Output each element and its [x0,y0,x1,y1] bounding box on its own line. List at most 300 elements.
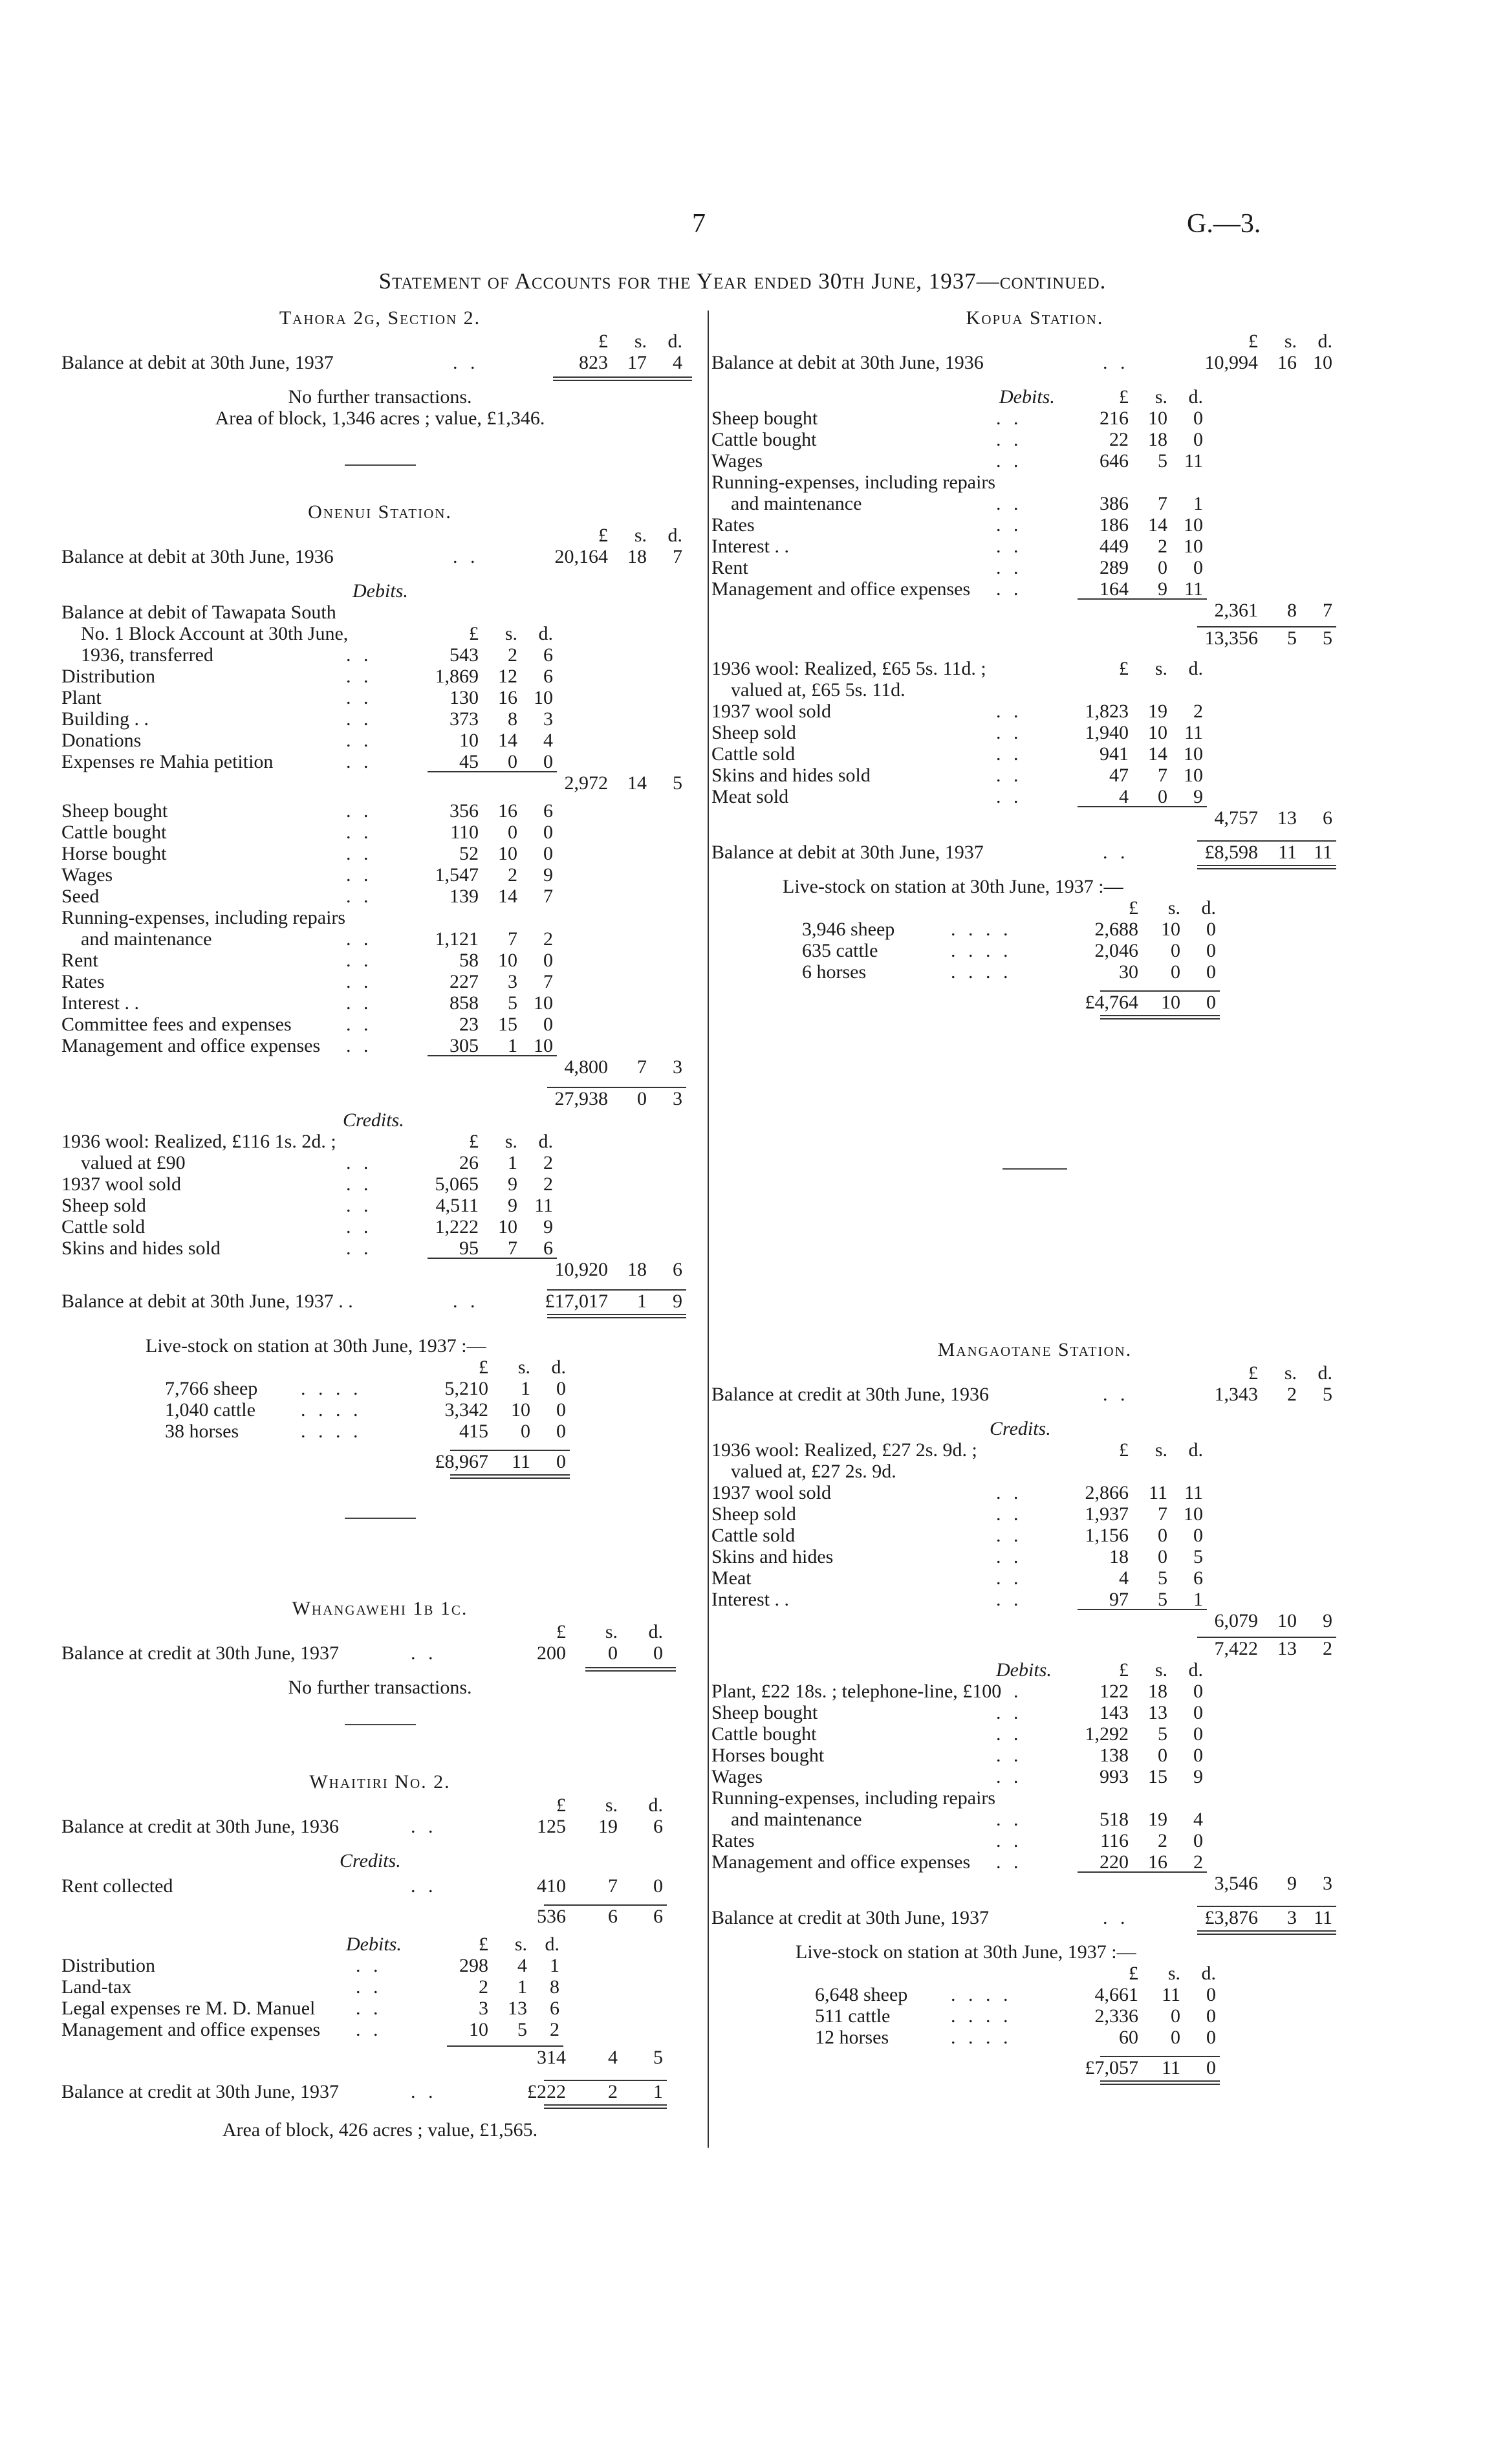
shillings-value: 0 [521,1421,530,1442]
shillings-value: 10 [511,1399,530,1421]
line-item [711,679,1358,701]
line-label: Donations [61,730,142,751]
pence-value: 0 [556,1378,566,1399]
line-item [61,864,699,886]
units-row [61,1794,699,1816]
line-label: 1,040 cattle [165,1399,255,1421]
leader-dots: . . [996,786,1023,807]
line-label: Cattle bought [711,429,817,450]
shillings-value: 0 [637,1088,647,1109]
pounds-value: 27,938 [554,1088,608,1109]
leader-dots: . . [996,1546,1023,1567]
credits-label: Credits. [340,1850,401,1871]
pounds-value: 60 [1119,2027,1138,2048]
line-item [711,536,1358,557]
document-reference: G.—3. [1187,209,1261,239]
credits-heading [61,1850,699,1871]
pence-value: 1 [653,2081,663,2102]
closing-balance-row [61,1291,699,1312]
pounds-value: 543 [450,644,479,666]
pence-value: 0 [1193,1830,1203,1851]
pounds-value: 186 [1100,514,1129,536]
line-label: Balance at credit at 30th June, 1937 [711,1907,990,1928]
line-item [711,1503,1358,1525]
line-label: Plant [61,687,102,708]
pence-value: 6 [543,1237,553,1259]
pounds-value: 4 [1119,786,1129,807]
line-label: Sheep sold [711,722,796,743]
livestock-heading [711,1941,1358,1963]
leader-dots: . . [996,1723,1023,1745]
line-label: 7,766 sheep [165,1378,258,1399]
line-label: Balance at debit at 30th June, 1937 [711,842,984,863]
pounds-value: £8,967 [435,1451,488,1472]
pence-value: d. [1188,658,1203,679]
pence-value: 0 [543,822,553,843]
pounds-value: 125 [537,1816,566,1837]
shillings-value: 9 [508,1195,517,1216]
shillings-value: 5 [1158,1723,1167,1745]
line-label: Sheep sold [711,1503,796,1525]
shillings-value: 2 [508,864,517,886]
line-label: Balance at credit at 30th June, 1937 [61,2081,340,2102]
shillings-value: 0 [1158,557,1167,578]
line-label: Cattle sold [61,1216,146,1237]
pounds-value: £4,764 [1085,992,1138,1013]
line-item [711,786,1358,807]
debits-list [61,1955,699,2040]
pounds-value: 2,688 [1094,919,1138,940]
pounds-value: 6,079 [1214,1610,1258,1631]
line-label: Expenses re Mahia petition [61,751,274,772]
line-label: Cattle bought [61,822,167,843]
line-label: Rates [711,514,755,536]
shillings-value: 7 [1158,765,1167,786]
line-label: 1937 wool sold [711,1482,832,1503]
pence-value: 7 [673,546,682,567]
leader-dots: . . [346,687,373,708]
leader-dots: . . [996,1745,1023,1766]
closing-balance-row [61,352,699,373]
opening-balance-row [711,1384,1358,1405]
line-item [711,1723,1358,1745]
line-item [711,1525,1358,1546]
pence-value: 0 [1206,1984,1216,2005]
shillings-value: 16 [1277,352,1297,373]
line-item [711,450,1358,472]
shillings-value: 5 [1287,627,1297,649]
pounds-value: 4,661 [1094,1984,1138,2005]
line-item [711,1702,1358,1723]
line-label: Balance at credit at 30th June, 1937 [61,1642,340,1664]
shillings-value: s. [517,1357,530,1378]
pence-value: d. [648,1621,663,1642]
page-number: 7 [692,209,706,239]
credits-heading [711,1418,1358,1439]
pounds-value: 122 [1100,1681,1129,1702]
shillings-value: 13 [1277,1638,1297,1659]
shillings-value: 2 [1158,1830,1167,1851]
pence-value: 0 [556,1451,566,1472]
line-label: Skins and hides sold [711,765,871,786]
total-rule [1197,626,1336,627]
shillings-value: 19 [1148,1809,1167,1830]
double-rule [1197,1930,1336,1935]
line-label: Seed [61,886,100,907]
pence-value: 10 [534,992,553,1014]
line-item [711,1766,1358,1787]
line-item [61,2019,699,2040]
pence-value: 0 [1206,2005,1216,2027]
shillings-value: s. [634,331,647,352]
pounds-value: £17,017 [545,1291,608,1312]
pence-value: 6 [550,1998,559,2019]
leader-dots: . . [356,2019,382,2040]
pounds-value: 26 [459,1152,479,1173]
credits-list [711,1439,1358,1610]
shillings-value: 14 [498,886,517,907]
pounds-value: 2,046 [1094,940,1138,961]
pounds-value: 1,292 [1085,1723,1129,1745]
shillings-value: 0 [1158,786,1167,807]
line-item [711,2005,1358,2027]
shillings-value: 7 [508,1237,517,1259]
debits-total-row [711,1873,1358,1894]
line-label: Management and office expenses [61,2019,321,2040]
shillings-value: 13 [1148,1702,1167,1723]
section-title: Whangawehi 1b 1c. [292,1598,468,1619]
shillings-value: 0 [508,822,517,843]
line-item [61,644,699,666]
pounds-value: 216 [1100,408,1129,429]
line-label: Running-expenses, including repairs [61,907,346,928]
leader-dots: . . [996,1830,1023,1851]
pence-value: 7 [543,971,553,992]
pounds-value: 386 [1100,493,1129,514]
pounds-value: £ [1119,1439,1129,1461]
line-item [61,1152,699,1173]
pounds-value: 298 [459,1955,488,1976]
livestock-total-row [711,2057,1358,2078]
line-label: Running-expenses, including repairs [711,472,996,493]
pence-value: 7 [543,886,553,907]
pence-value: 6 [673,1259,682,1280]
shillings-value: 1 [508,1035,517,1056]
shillings-value: s. [1284,1362,1297,1384]
pence-value: 10 [1184,1503,1203,1525]
pence-value: 11 [534,1195,553,1216]
line-item [711,701,1358,722]
shillings-value: 10 [1148,722,1167,743]
pence-value: 3 [673,1056,682,1078]
shillings-value: 0 [1171,940,1180,961]
pounds-value: 518 [1100,1809,1129,1830]
shillings-value: 5 [1158,1589,1167,1610]
shillings-value: 5 [508,992,517,1014]
pounds-value: £ [556,1621,566,1642]
line-item [61,1421,699,1442]
shillings-value: 11 [1149,1482,1167,1503]
units-row [711,1362,1358,1384]
line-item [711,1461,1358,1482]
line-label: Cattle sold [711,743,796,765]
leader-dots: . . [996,1567,1023,1589]
pounds-value: 449 [1100,536,1129,557]
pounds-value: £ [1129,897,1138,919]
pounds-value: 1,547 [435,864,479,886]
line-item [61,992,699,1014]
credits-label: Credits. [343,1109,404,1131]
line-label: and maintenance [81,928,212,950]
line-label: 1937 wool sold [711,701,832,722]
total-rule [447,2045,563,2047]
pence-value: 5 [653,2047,663,2068]
livestock-head: Live-stock on station at 30th June, 1937 :— [146,1335,486,1357]
line-label: 635 cattle [802,940,878,961]
line-item [711,578,1358,600]
line-item [61,1976,699,1998]
line-label: Skins and hides [711,1546,834,1567]
livestock-head: Live-stock on station at 30th June, 1937 :— [783,876,1123,897]
line-label: Balance at debit at 30th June, 1936 [61,546,334,567]
livestock-units-row [711,1963,1358,1984]
pence-value: 9 [1193,1766,1203,1787]
leader-dots: . . [996,1589,1023,1610]
shillings-value: 18 [627,546,647,567]
livestock-total-row [711,992,1358,1013]
shillings-value: 6 [608,1906,618,1927]
line-label: Rates [711,1830,755,1851]
line-item [61,1131,699,1152]
line-item [711,722,1358,743]
shillings-value: 0 [1171,2005,1180,2027]
pounds-value: £ [479,1934,488,1955]
pounds-value: 220 [1100,1851,1129,1873]
total-rule [428,1055,557,1056]
line-label: Sheep bought [711,408,818,429]
mangaotane-section [711,1339,1358,2078]
pence-value: d. [1188,1659,1203,1681]
pounds-value: 10,994 [1204,352,1258,373]
shillings-value: s. [1154,1659,1167,1681]
line-label: valued at, £27 2s. 9d. [731,1461,896,1482]
livestock-list [711,1984,1358,2048]
shillings-value: 1 [508,1152,517,1173]
shillings-value: 0 [1158,1546,1167,1567]
pence-value: 1 [550,1955,559,1976]
leader-dots: . . . . [951,1984,1012,2005]
leader-dots: . . [996,429,1023,450]
pence-value: 0 [653,1642,663,1664]
line-item [61,666,699,687]
pence-value: 6 [1193,1567,1203,1589]
line-item [711,2027,1358,2048]
leader-dots: . . [346,1216,373,1237]
shillings-value: 10 [1161,992,1180,1013]
line-item [711,1787,1358,1809]
pence-value: 5 [673,772,682,794]
shillings-value: 7 [1158,1503,1167,1525]
units-row [711,331,1358,352]
pence-value: 7 [1323,600,1332,621]
line-item [711,658,1358,679]
closing-balance-row [61,2081,699,2102]
debits-heading-row [61,1934,699,1955]
pounds-value: 143 [1100,1702,1129,1723]
pounds-value: 45 [459,751,479,772]
opening-balance-row [61,1816,699,1837]
line-item [711,1984,1358,2005]
pounds-value: £ [598,331,608,352]
shillings-value: 18 [1148,429,1167,450]
line-item [61,1035,699,1056]
line-label: Balance at debit at 30th June, 1937 [61,352,334,373]
line-label: Horse bought [61,843,167,864]
total-rule [1197,1906,1336,1907]
pounds-value: £ [598,525,608,546]
leader-dots: . . . . [951,2005,1012,2027]
livestock-list [61,1378,699,1442]
pence-value: 0 [1193,1681,1203,1702]
pence-value: 1 [1193,1589,1203,1610]
shillings-value: 0 [508,751,517,772]
line-label: 3,946 sheep [802,919,895,940]
total-rule [428,771,557,772]
line-item [711,472,1358,493]
pounds-value: 227 [450,971,479,992]
pounds-value: 130 [450,687,479,708]
pence-value: 3 [543,708,553,730]
pounds-value: £ [556,1794,566,1816]
debits-list [711,408,1358,600]
pence-value: 2 [550,2019,559,2040]
line-label: 511 cattle [815,2005,891,2027]
shillings-value: 11 [512,1451,530,1472]
group2-total-row [61,1056,699,1078]
shillings-value: 0 [608,1642,618,1664]
pounds-value: £ [479,1357,488,1378]
whaitiri-section [61,1771,699,2141]
leader-dots: . . [996,450,1023,472]
line-label: Management and office expenses [711,1851,971,1873]
pence-value: 0 [1193,1702,1203,1723]
pounds-value: 1,156 [1085,1525,1129,1546]
leader-dots: . . [346,971,373,992]
pounds-value: 5,065 [435,1173,479,1195]
shillings-value: 10 [1277,1610,1297,1631]
double-rule [547,1314,686,1318]
leader-dots: . . [346,928,373,950]
leader-dots: . . [346,843,373,864]
livestock-list [711,919,1358,983]
line-item [61,800,699,822]
pence-value: 0 [1193,1745,1203,1766]
pence-value: 10 [1313,352,1332,373]
pounds-value: 23 [459,1014,479,1035]
total-rule [1078,1871,1207,1873]
units-row [61,331,699,352]
leader-dots: . . [1103,352,1129,373]
line-item [711,514,1358,536]
pounds-value: 3,546 [1214,1873,1258,1894]
pence-value: 6 [1323,807,1332,829]
total-rule [547,1087,686,1088]
line-item [61,886,699,907]
leader-dots: . . [996,514,1023,536]
pounds-value: 356 [450,800,479,822]
leader-dots: . . . . [951,919,1012,940]
total-rule [1100,2056,1220,2057]
pounds-value: 4 [1119,1567,1129,1589]
total-rule [547,1289,686,1291]
shillings-value: 0 [1158,1525,1167,1546]
shillings-value: 9 [1158,578,1167,600]
pence-value: 0 [1193,1723,1203,1745]
shillings-value: 0 [1158,1745,1167,1766]
leader-dots: . . [346,1014,373,1035]
line-item [711,1439,1358,1461]
total-rule [1100,990,1220,992]
pounds-value: 2,972 [564,772,608,794]
leader-dots: . . [996,1766,1023,1787]
shillings-value: 1 [517,1976,527,1998]
pence-value: 9 [543,1216,553,1237]
credits-total-row [711,807,1358,829]
section-title: Onenui Station. [308,501,452,523]
leader-dots: . . [411,2081,437,2102]
line-label: Rent collected [61,1875,173,1897]
line-label: Balance at debit at 30th June, 1937 . . [61,1291,353,1312]
line-item [711,493,1358,514]
leader-dots: . . [996,1525,1023,1546]
line-label: Sheep bought [61,800,168,822]
pounds-value: 4,757 [1214,807,1258,829]
leader-dots: . . [346,822,373,843]
line-label: Wages [61,864,113,886]
shillings-value: 0 [1171,961,1180,983]
shillings-value: 1 [521,1378,530,1399]
debits-heading-row [711,1659,1358,1681]
note-area: Area of block, 1,346 acres ; value, £1,346. [215,408,545,429]
pence-value: d. [545,1934,559,1955]
pence-value: d. [1188,386,1203,408]
pence-value: 0 [543,950,553,971]
line-item [61,1378,699,1399]
line-label: 1936 wool: Realized, £65 5s. 11d. ; [711,658,986,679]
leader-dots: . . [346,708,373,730]
pence-value: d. [1201,897,1216,919]
pence-value: 5 [1323,627,1332,649]
debits-heading-row [711,386,1358,408]
pounds-value: 13,356 [1204,627,1258,649]
line-label: 1936, transferred [81,644,213,666]
line-label: and maintenance [731,493,862,514]
leader-dots: . . [356,1998,382,2019]
pence-value: 2 [543,1173,553,1195]
line-label: Rent [61,950,98,971]
line-item [61,822,699,843]
leader-dots: . . [346,886,373,907]
line-label: 1937 wool sold [61,1173,182,1195]
pounds-value: 10,920 [554,1259,608,1280]
pounds-value: £3,876 [1204,1907,1258,1928]
pounds-value: 58 [459,950,479,971]
double-rule [585,1667,676,1672]
pence-value: d. [667,331,682,352]
shillings-value: 13 [1277,807,1297,829]
pounds-value: 1,869 [435,666,479,687]
line-item [61,1237,699,1259]
